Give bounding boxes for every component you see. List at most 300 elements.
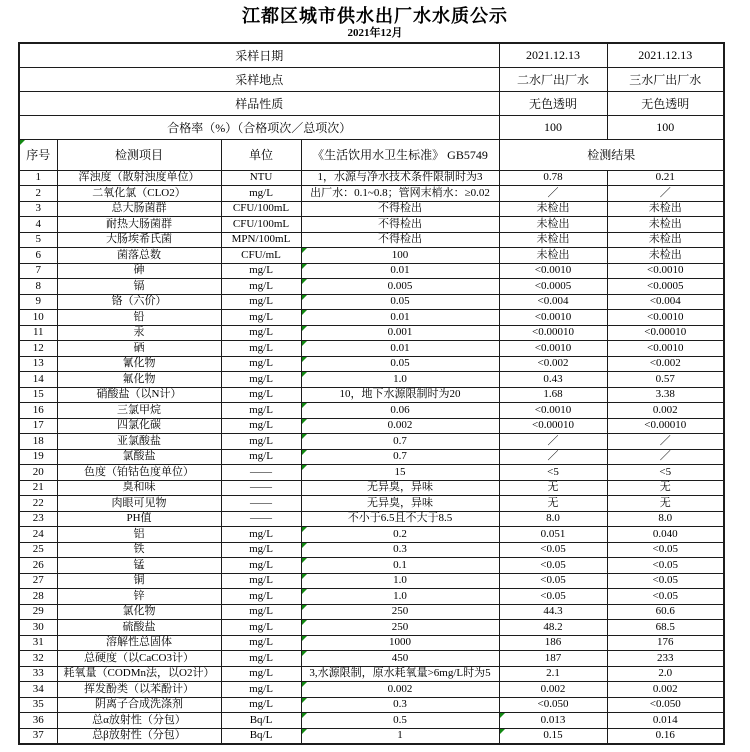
table-row bbox=[19, 511, 724, 527]
result-plant2: <0.050 bbox=[499, 697, 607, 713]
row-number: 6 bbox=[19, 248, 57, 264]
table-row bbox=[19, 201, 724, 217]
result-plant3: 2.0 bbox=[607, 666, 724, 682]
item-standard: 不得检出 bbox=[301, 232, 499, 248]
item-unit: mg/L bbox=[221, 325, 301, 341]
item-unit: CFU/100mL bbox=[221, 217, 301, 233]
item-name: 氰化物 bbox=[57, 356, 221, 372]
item-standard: 1000 bbox=[301, 635, 499, 651]
item-name: 氯酸盐 bbox=[57, 449, 221, 465]
row-number: 15 bbox=[19, 387, 57, 403]
item-unit: —— bbox=[221, 511, 301, 527]
row-number: 19 bbox=[19, 449, 57, 465]
item-standard: 450 bbox=[301, 651, 499, 667]
row-number: 5 bbox=[19, 232, 57, 248]
item-unit: mg/L bbox=[221, 387, 301, 403]
sampling-location-plant2: 二水厂出厂水 bbox=[499, 67, 607, 91]
result-plant2: 44.3 bbox=[499, 604, 607, 620]
result-plant3: 0.002 bbox=[607, 682, 724, 698]
result-plant3: 60.6 bbox=[607, 604, 724, 620]
sampling-location-label: 采样地点 bbox=[19, 67, 499, 91]
result-plant3: <0.0010 bbox=[607, 310, 724, 326]
row-number: 22 bbox=[19, 496, 57, 512]
item-standard: 1.0 bbox=[301, 372, 499, 388]
sampling-date-plant3: 2021.12.13 bbox=[607, 43, 724, 67]
item-standard: 0.2 bbox=[301, 527, 499, 543]
result-plant2: ／ bbox=[499, 449, 607, 465]
result-plant2: <0.002 bbox=[499, 356, 607, 372]
item-standard: 0.5 bbox=[301, 713, 499, 729]
table-row bbox=[19, 186, 724, 202]
row-number: 9 bbox=[19, 294, 57, 310]
table-row bbox=[19, 728, 724, 744]
table-row bbox=[19, 217, 724, 233]
column-header-result: 检测结果 bbox=[499, 139, 724, 170]
item-standard: 出厂水：0.1~0.8；管网末梢水：≥0.02 bbox=[301, 186, 499, 202]
table-row bbox=[19, 666, 724, 682]
result-plant2: <0.05 bbox=[499, 558, 607, 574]
result-plant2: 无 bbox=[499, 496, 607, 512]
result-plant3: 0.57 bbox=[607, 372, 724, 388]
item-name: 硝酸盐（以N计） bbox=[57, 387, 221, 403]
item-standard: 15 bbox=[301, 465, 499, 481]
item-standard: 0.3 bbox=[301, 697, 499, 713]
row-number: 33 bbox=[19, 666, 57, 682]
result-plant3: 未检出 bbox=[607, 217, 724, 233]
item-standard: 1.0 bbox=[301, 589, 499, 605]
result-plant2: <0.0010 bbox=[499, 263, 607, 279]
row-number: 14 bbox=[19, 372, 57, 388]
excel-flag-icon bbox=[302, 713, 307, 718]
column-header-unit: 单位 bbox=[221, 139, 301, 170]
item-name: 砷 bbox=[57, 263, 221, 279]
item-unit: mg/L bbox=[221, 186, 301, 202]
table-row bbox=[19, 542, 724, 558]
excel-flag-icon bbox=[302, 574, 307, 579]
row-number: 29 bbox=[19, 604, 57, 620]
excel-flag-icon bbox=[302, 295, 307, 300]
table-row bbox=[19, 325, 724, 341]
row-number: 1 bbox=[19, 170, 57, 186]
row-number: 32 bbox=[19, 651, 57, 667]
item-standard: 1 bbox=[301, 728, 499, 744]
item-name: 总β放射性（分包） bbox=[57, 728, 221, 744]
item-name: 二氧化氯（CLO2） bbox=[57, 186, 221, 202]
item-unit: mg/L bbox=[221, 527, 301, 543]
result-plant2: 0.78 bbox=[499, 170, 607, 186]
item-name: 色度（铂钴色度单位） bbox=[57, 465, 221, 481]
result-plant3: 0.040 bbox=[607, 527, 724, 543]
excel-flag-icon bbox=[302, 558, 307, 563]
item-unit: mg/L bbox=[221, 294, 301, 310]
row-number: 10 bbox=[19, 310, 57, 326]
sampling-date-label: 采样日期 bbox=[19, 43, 499, 67]
result-plant3: <0.00010 bbox=[607, 418, 724, 434]
item-standard: 不得检出 bbox=[301, 217, 499, 233]
sample-nature-plant3: 无色透明 bbox=[607, 91, 724, 115]
table-row bbox=[19, 604, 724, 620]
result-plant2: <0.05 bbox=[499, 589, 607, 605]
item-standard: 0.7 bbox=[301, 449, 499, 465]
item-name: PH值 bbox=[57, 511, 221, 527]
item-name: 锰 bbox=[57, 558, 221, 574]
item-name: 挥发酚类（以苯酚计） bbox=[57, 682, 221, 698]
row-number: 4 bbox=[19, 217, 57, 233]
result-plant2: 0.15 bbox=[499, 728, 607, 744]
excel-flag-icon bbox=[302, 372, 307, 377]
row-number: 30 bbox=[19, 620, 57, 636]
excel-flag-icon bbox=[302, 357, 307, 362]
row-number: 12 bbox=[19, 341, 57, 357]
item-standard: 100 bbox=[301, 248, 499, 264]
table-row bbox=[19, 558, 724, 574]
result-plant3: 未检出 bbox=[607, 232, 724, 248]
result-plant3: ／ bbox=[607, 186, 724, 202]
item-name: 亚氯酸盐 bbox=[57, 434, 221, 450]
column-header-item: 检测项目 bbox=[57, 139, 221, 170]
item-standard: 0.7 bbox=[301, 434, 499, 450]
result-plant3: <0.05 bbox=[607, 589, 724, 605]
item-name: 硫酸盐 bbox=[57, 620, 221, 636]
table-row bbox=[19, 480, 724, 496]
table-row bbox=[19, 527, 724, 543]
excel-flag-icon bbox=[302, 419, 307, 424]
item-unit: mg/L bbox=[221, 682, 301, 698]
item-name: 耗氧量（CODMn法，以O2计） bbox=[57, 666, 221, 682]
item-standard: 0.002 bbox=[301, 682, 499, 698]
item-unit: mg/L bbox=[221, 449, 301, 465]
table-row bbox=[19, 232, 724, 248]
column-header-standard: 《生活饮用水卫生标准》 GB5749 bbox=[301, 139, 499, 170]
table-row bbox=[19, 294, 724, 310]
result-plant3: <0.0010 bbox=[607, 263, 724, 279]
table-row bbox=[19, 620, 724, 636]
item-unit: —— bbox=[221, 465, 301, 481]
item-name: 铁 bbox=[57, 542, 221, 558]
item-standard: 0.3 bbox=[301, 542, 499, 558]
row-number: 21 bbox=[19, 480, 57, 496]
item-unit: mg/L bbox=[221, 356, 301, 372]
item-unit: mg/L bbox=[221, 341, 301, 357]
sampling-location-plant3: 三水厂出厂水 bbox=[607, 67, 724, 91]
item-unit: mg/L bbox=[221, 558, 301, 574]
result-plant2: <0.004 bbox=[499, 294, 607, 310]
excel-flag-icon bbox=[302, 403, 307, 408]
row-number: 7 bbox=[19, 263, 57, 279]
result-plant2: 0.051 bbox=[499, 527, 607, 543]
info-row-sampling-location bbox=[19, 67, 724, 91]
result-plant3: <0.05 bbox=[607, 573, 724, 589]
result-plant3: <0.002 bbox=[607, 356, 724, 372]
result-plant3: 0.002 bbox=[607, 403, 724, 419]
item-name: 阴离子合成洗涤剂 bbox=[57, 697, 221, 713]
result-plant3: 未检出 bbox=[607, 248, 724, 264]
item-unit: mg/L bbox=[221, 651, 301, 667]
table-row bbox=[19, 449, 724, 465]
result-plant2: ／ bbox=[499, 434, 607, 450]
result-plant3: 无 bbox=[607, 496, 724, 512]
info-row-sample-nature bbox=[19, 91, 724, 115]
excel-flag-icon bbox=[302, 527, 307, 532]
item-name: 溶解性总固体 bbox=[57, 635, 221, 651]
result-plant2: 0.002 bbox=[499, 682, 607, 698]
table-row bbox=[19, 356, 724, 372]
table-row bbox=[19, 713, 724, 729]
item-name: 浑浊度（散射浊度单位） bbox=[57, 170, 221, 186]
item-name: 汞 bbox=[57, 325, 221, 341]
item-name: 氯化物 bbox=[57, 604, 221, 620]
excel-flag-icon bbox=[302, 651, 307, 656]
row-number: 3 bbox=[19, 201, 57, 217]
excel-flag-icon bbox=[302, 248, 307, 253]
result-plant2: 未检出 bbox=[499, 201, 607, 217]
result-plant3: 0.21 bbox=[607, 170, 724, 186]
item-unit: MPN/100mL bbox=[221, 232, 301, 248]
result-plant2: 未检出 bbox=[499, 248, 607, 264]
row-number: 2 bbox=[19, 186, 57, 202]
item-standard: 250 bbox=[301, 604, 499, 620]
row-number: 27 bbox=[19, 573, 57, 589]
excel-flag-icon bbox=[302, 341, 307, 346]
item-name: 硒 bbox=[57, 341, 221, 357]
item-standard: 0.01 bbox=[301, 263, 499, 279]
row-number: 26 bbox=[19, 558, 57, 574]
row-number: 24 bbox=[19, 527, 57, 543]
row-number: 8 bbox=[19, 279, 57, 295]
excel-flag-icon bbox=[302, 698, 307, 703]
result-plant3: 未检出 bbox=[607, 201, 724, 217]
item-unit: mg/L bbox=[221, 604, 301, 620]
item-unit: mg/L bbox=[221, 372, 301, 388]
item-name: 铬（六价） bbox=[57, 294, 221, 310]
item-unit: mg/L bbox=[221, 635, 301, 651]
result-plant2: 187 bbox=[499, 651, 607, 667]
row-number: 18 bbox=[19, 434, 57, 450]
table-row bbox=[19, 387, 724, 403]
excel-flag-icon bbox=[20, 140, 25, 145]
info-row-pass-rate bbox=[19, 115, 724, 139]
result-plant3: 8.0 bbox=[607, 511, 724, 527]
excel-flag-icon bbox=[302, 279, 307, 284]
item-standard: 10，地下水源限制时为20 bbox=[301, 387, 499, 403]
row-number: 16 bbox=[19, 403, 57, 419]
result-plant3: <5 bbox=[607, 465, 724, 481]
table-row bbox=[19, 341, 724, 357]
excel-flag-icon bbox=[302, 434, 307, 439]
item-standard: 3,水源限制，原水耗氧量>6mg/L时为5 bbox=[301, 666, 499, 682]
result-plant2: 186 bbox=[499, 635, 607, 651]
table-row bbox=[19, 170, 724, 186]
item-unit: mg/L bbox=[221, 697, 301, 713]
excel-flag-icon bbox=[302, 264, 307, 269]
item-unit: mg/L bbox=[221, 403, 301, 419]
pass-rate-plant2: 100 bbox=[499, 115, 607, 139]
excel-flag-icon bbox=[302, 620, 307, 625]
excel-flag-icon bbox=[302, 589, 307, 594]
result-plant2: <0.0010 bbox=[499, 310, 607, 326]
item-standard: 0.06 bbox=[301, 403, 499, 419]
item-name: 臭和味 bbox=[57, 480, 221, 496]
item-standard: 0.1 bbox=[301, 558, 499, 574]
table-row bbox=[19, 372, 724, 388]
result-plant2: <0.0005 bbox=[499, 279, 607, 295]
table-row bbox=[19, 682, 724, 698]
item-standard: 无异臭，异味 bbox=[301, 480, 499, 496]
item-name: 总α放射性（分包） bbox=[57, 713, 221, 729]
pass-rate-plant3: 100 bbox=[607, 115, 724, 139]
item-standard: 不小于6.5且不大于8.5 bbox=[301, 511, 499, 527]
excel-flag-icon bbox=[302, 636, 307, 641]
sampling-date-plant2: 2021.12.13 bbox=[499, 43, 607, 67]
item-unit: mg/L bbox=[221, 310, 301, 326]
result-plant2: <0.00010 bbox=[499, 325, 607, 341]
excel-flag-icon bbox=[302, 465, 307, 470]
result-plant2: 未检出 bbox=[499, 232, 607, 248]
item-standard: 0.01 bbox=[301, 310, 499, 326]
column-header-index: 序号 bbox=[19, 139, 57, 170]
item-name: 铝 bbox=[57, 527, 221, 543]
item-name: 大肠埃希氏菌 bbox=[57, 232, 221, 248]
result-plant2: <0.0010 bbox=[499, 341, 607, 357]
row-number: 17 bbox=[19, 418, 57, 434]
result-plant2: ／ bbox=[499, 186, 607, 202]
result-plant2: <0.05 bbox=[499, 542, 607, 558]
item-unit: mg/L bbox=[221, 573, 301, 589]
item-name: 耐热大肠菌群 bbox=[57, 217, 221, 233]
item-standard: 0.005 bbox=[301, 279, 499, 295]
table-row bbox=[19, 248, 724, 264]
result-plant3: <0.0010 bbox=[607, 341, 724, 357]
result-plant3: 176 bbox=[607, 635, 724, 651]
table-row bbox=[19, 310, 724, 326]
item-name: 三氯甲烷 bbox=[57, 403, 221, 419]
table-row bbox=[19, 697, 724, 713]
item-name: 菌落总数 bbox=[57, 248, 221, 264]
result-plant2: 未检出 bbox=[499, 217, 607, 233]
result-plant2: <5 bbox=[499, 465, 607, 481]
row-number: 34 bbox=[19, 682, 57, 698]
table-row bbox=[19, 589, 724, 605]
sample-nature-label: 样品性质 bbox=[19, 91, 499, 115]
page-title: 江都区城市供水出厂水水质公示 bbox=[242, 6, 508, 26]
item-name: 锌 bbox=[57, 589, 221, 605]
result-plant3: 3.38 bbox=[607, 387, 724, 403]
result-plant3: <0.0005 bbox=[607, 279, 724, 295]
table-row bbox=[19, 573, 724, 589]
item-unit: mg/L bbox=[221, 620, 301, 636]
item-standard: 250 bbox=[301, 620, 499, 636]
item-unit: mg/L bbox=[221, 434, 301, 450]
item-unit: —— bbox=[221, 480, 301, 496]
item-unit: mg/L bbox=[221, 666, 301, 682]
row-number: 37 bbox=[19, 728, 57, 744]
item-name: 总大肠菌群 bbox=[57, 201, 221, 217]
item-unit: —— bbox=[221, 496, 301, 512]
item-unit: mg/L bbox=[221, 589, 301, 605]
item-unit: mg/L bbox=[221, 279, 301, 295]
result-plant2: 2.1 bbox=[499, 666, 607, 682]
item-name: 总硬度（以CaCO3计） bbox=[57, 651, 221, 667]
item-standard: 1，水源与净水技术条件限制时为3 bbox=[301, 170, 499, 186]
sample-nature-plant2: 无色透明 bbox=[499, 91, 607, 115]
row-number: 35 bbox=[19, 697, 57, 713]
item-unit: mg/L bbox=[221, 542, 301, 558]
item-standard: 0.001 bbox=[301, 325, 499, 341]
excel-flag-icon bbox=[302, 310, 307, 315]
excel-flag-icon bbox=[302, 543, 307, 548]
result-plant3: <0.004 bbox=[607, 294, 724, 310]
result-plant3: 68.5 bbox=[607, 620, 724, 636]
result-plant3: <0.050 bbox=[607, 697, 724, 713]
table-row bbox=[19, 279, 724, 295]
table-row bbox=[19, 418, 724, 434]
row-number: 13 bbox=[19, 356, 57, 372]
result-plant3: <0.05 bbox=[607, 542, 724, 558]
result-plant2: 0.013 bbox=[499, 713, 607, 729]
result-plant2: 48.2 bbox=[499, 620, 607, 636]
result-plant3: 0.16 bbox=[607, 728, 724, 744]
row-number: 11 bbox=[19, 325, 57, 341]
result-plant3: <0.05 bbox=[607, 558, 724, 574]
item-standard: 0.05 bbox=[301, 356, 499, 372]
excel-flag-icon bbox=[302, 326, 307, 331]
column-header-row bbox=[19, 139, 724, 170]
excel-flag-icon bbox=[500, 729, 505, 734]
result-plant2: 8.0 bbox=[499, 511, 607, 527]
info-row-sampling-date bbox=[19, 43, 724, 67]
excel-flag-icon bbox=[302, 605, 307, 610]
result-plant3: <0.00010 bbox=[607, 325, 724, 341]
item-name: 铜 bbox=[57, 573, 221, 589]
result-plant2: 无 bbox=[499, 480, 607, 496]
item-name: 四氯化碳 bbox=[57, 418, 221, 434]
item-standard: 0.002 bbox=[301, 418, 499, 434]
item-unit: mg/L bbox=[221, 418, 301, 434]
table-row bbox=[19, 403, 724, 419]
row-number: 20 bbox=[19, 465, 57, 481]
item-unit: NTU bbox=[221, 170, 301, 186]
page-subtitle: 2021年12月 bbox=[347, 27, 403, 39]
item-name: 铅 bbox=[57, 310, 221, 326]
excel-flag-icon bbox=[500, 713, 505, 718]
result-plant3: ／ bbox=[607, 434, 724, 450]
pass-rate-label: 合格率（%）（合格项次／总项次） bbox=[19, 115, 499, 139]
item-standard: 1.0 bbox=[301, 573, 499, 589]
excel-flag-icon bbox=[302, 450, 307, 455]
result-plant2: <0.00010 bbox=[499, 418, 607, 434]
result-plant3: ／ bbox=[607, 449, 724, 465]
result-plant3: 0.014 bbox=[607, 713, 724, 729]
excel-flag-icon bbox=[302, 729, 307, 734]
item-standard: 无异臭，异味 bbox=[301, 496, 499, 512]
table-row bbox=[19, 263, 724, 279]
row-number: 31 bbox=[19, 635, 57, 651]
item-unit: mg/L bbox=[221, 263, 301, 279]
water-quality-table bbox=[18, 42, 725, 745]
result-plant2: 0.43 bbox=[499, 372, 607, 388]
item-unit: Bq/L bbox=[221, 713, 301, 729]
row-number: 25 bbox=[19, 542, 57, 558]
item-name: 氟化物 bbox=[57, 372, 221, 388]
table-row bbox=[19, 496, 724, 512]
excel-flag-icon bbox=[302, 682, 307, 687]
item-standard: 0.05 bbox=[301, 294, 499, 310]
item-unit: CFU/100mL bbox=[221, 201, 301, 217]
table-row bbox=[19, 434, 724, 450]
table-row bbox=[19, 635, 724, 651]
item-standard: 0.01 bbox=[301, 341, 499, 357]
item-name: 肉眼可见物 bbox=[57, 496, 221, 512]
